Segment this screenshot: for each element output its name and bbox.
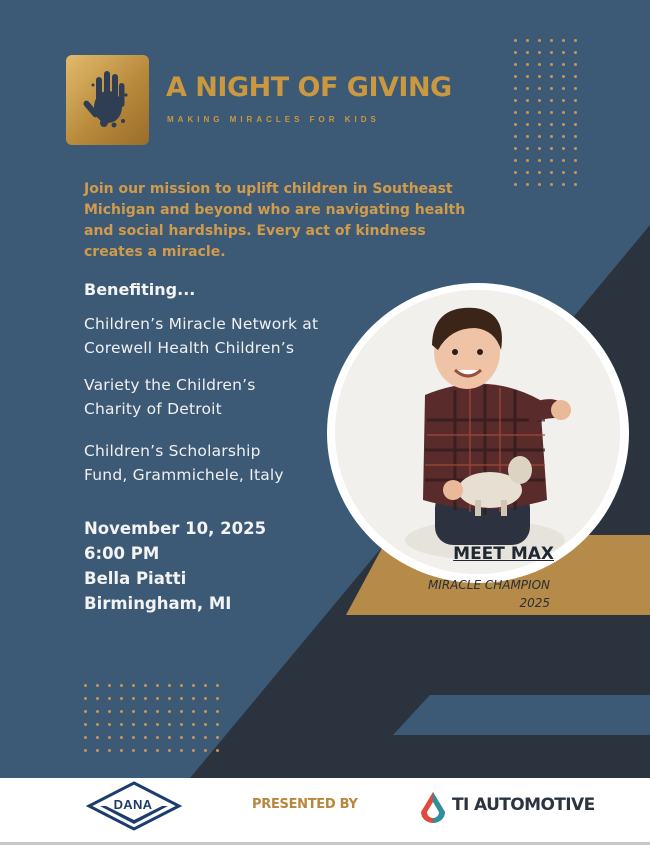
event-title: A NIGHT OF GIVING xyxy=(166,72,452,103)
mission-statement: Join our mission to uplift children in Southeast Michigan and beyond who are navigating health and social hardships. Every act of kindness creates a miracle. xyxy=(84,181,466,260)
dot xyxy=(132,697,135,700)
event-logo xyxy=(66,55,149,145)
dot xyxy=(574,87,577,90)
dot xyxy=(168,736,171,739)
dot xyxy=(574,51,577,54)
dot xyxy=(96,749,99,752)
dot xyxy=(120,710,123,713)
dot xyxy=(526,183,529,186)
dot xyxy=(550,183,553,186)
dot xyxy=(168,697,171,700)
dot xyxy=(204,736,207,739)
champion-role: MIRACLE CHAMPION xyxy=(427,578,550,592)
dot xyxy=(550,63,553,66)
beneficiary-line: Variety the Children’s xyxy=(84,376,256,394)
dot-pattern-bottom xyxy=(84,684,219,752)
dot xyxy=(192,684,195,687)
dot xyxy=(120,697,123,700)
dot xyxy=(514,99,517,102)
dot xyxy=(180,710,183,713)
dot xyxy=(108,723,111,726)
event-time: 6:00 PM xyxy=(84,544,160,563)
dot xyxy=(574,159,577,162)
dot xyxy=(168,710,171,713)
dot xyxy=(132,749,135,752)
dot xyxy=(538,171,541,174)
benefiting-heading: Benefiting... xyxy=(84,280,196,299)
dot xyxy=(574,63,577,66)
dot xyxy=(514,111,517,114)
dot xyxy=(96,710,99,713)
dot xyxy=(84,736,87,739)
dot xyxy=(526,159,529,162)
dot xyxy=(132,736,135,739)
dot xyxy=(514,51,517,54)
dot xyxy=(562,159,565,162)
dot-pattern-top xyxy=(514,39,577,186)
blue-stripe xyxy=(393,695,650,735)
dot xyxy=(168,723,171,726)
event-date: November 10, 2025 xyxy=(84,519,267,538)
dot xyxy=(84,697,87,700)
ti-automotive-wordmark: TI AUTOMOTIVE xyxy=(452,795,595,815)
dot xyxy=(156,684,159,687)
dot xyxy=(550,39,553,42)
dot xyxy=(562,39,565,42)
dot xyxy=(144,736,147,739)
dot xyxy=(538,159,541,162)
dot xyxy=(514,39,517,42)
handprint-icon xyxy=(66,55,149,145)
child-illustration xyxy=(335,290,620,574)
dot xyxy=(550,135,553,138)
dot xyxy=(204,684,207,687)
dot xyxy=(526,87,529,90)
dot xyxy=(180,749,183,752)
dot xyxy=(574,123,577,126)
dot xyxy=(526,39,529,42)
dot xyxy=(96,684,99,687)
dot xyxy=(180,684,183,687)
dot xyxy=(538,123,541,126)
dot xyxy=(574,39,577,42)
dot xyxy=(550,159,553,162)
dot xyxy=(562,123,565,126)
dot xyxy=(550,75,553,78)
beneficiary-item xyxy=(84,439,364,487)
dot xyxy=(84,723,87,726)
dot xyxy=(144,710,147,713)
dot xyxy=(84,749,87,752)
dot xyxy=(96,723,99,726)
dot xyxy=(526,135,529,138)
dot xyxy=(514,159,517,162)
ti-drop-icon xyxy=(416,790,450,824)
event-city: Birmingham, MI xyxy=(84,594,232,613)
dot xyxy=(550,111,553,114)
dot xyxy=(538,147,541,150)
dot xyxy=(168,684,171,687)
dot xyxy=(192,749,195,752)
dot xyxy=(538,63,541,66)
dot xyxy=(180,723,183,726)
dot xyxy=(120,749,123,752)
dot xyxy=(538,111,541,114)
dot xyxy=(156,697,159,700)
dot xyxy=(120,684,123,687)
dot xyxy=(156,710,159,713)
dot xyxy=(108,697,111,700)
dot xyxy=(514,75,517,78)
beneficiary-line: Children’s Miracle Network at xyxy=(84,315,319,333)
dot xyxy=(204,710,207,713)
dot xyxy=(204,723,207,726)
beneficiary-item xyxy=(84,373,364,421)
dot xyxy=(144,749,147,752)
dot xyxy=(216,697,219,700)
dot xyxy=(192,697,195,700)
dot xyxy=(550,171,553,174)
dot xyxy=(156,749,159,752)
dot xyxy=(526,51,529,54)
dot xyxy=(526,111,529,114)
dot xyxy=(96,736,99,739)
champion-photo xyxy=(335,290,620,574)
dot xyxy=(216,749,219,752)
dot xyxy=(514,135,517,138)
event-tagline: MAKING MIRACLES FOR KIDS xyxy=(167,115,380,124)
dot xyxy=(132,710,135,713)
dot xyxy=(562,183,565,186)
dot xyxy=(216,684,219,687)
dot xyxy=(156,736,159,739)
event-venue: Bella Piatti xyxy=(84,569,187,588)
dot xyxy=(526,75,529,78)
dot xyxy=(84,684,87,687)
beneficiary-line: Children’s Scholarship xyxy=(84,442,261,460)
dot xyxy=(562,63,565,66)
dot xyxy=(84,710,87,713)
champion-year: 2025 xyxy=(519,596,550,610)
beneficiary-line: Charity of Detroit xyxy=(84,400,222,418)
dot xyxy=(562,75,565,78)
dot xyxy=(180,697,183,700)
dot xyxy=(562,87,565,90)
champion-caption xyxy=(380,576,550,612)
dot xyxy=(538,87,541,90)
dot xyxy=(108,710,111,713)
dot xyxy=(562,147,565,150)
dot xyxy=(550,87,553,90)
dot xyxy=(562,135,565,138)
dot xyxy=(538,99,541,102)
dot xyxy=(144,684,147,687)
champion-name: MEET MAX xyxy=(453,544,554,564)
dot xyxy=(108,684,111,687)
dot xyxy=(538,75,541,78)
dot xyxy=(538,51,541,54)
dot xyxy=(514,183,517,186)
dot xyxy=(526,123,529,126)
dot xyxy=(216,723,219,726)
dot xyxy=(550,123,553,126)
dot xyxy=(526,171,529,174)
dot xyxy=(108,736,111,739)
dot xyxy=(574,171,577,174)
dot xyxy=(562,51,565,54)
dot xyxy=(156,723,159,726)
dot xyxy=(514,87,517,90)
dot xyxy=(132,723,135,726)
dot xyxy=(562,99,565,102)
dot xyxy=(216,710,219,713)
dot xyxy=(562,111,565,114)
dana-wordmark: DANA xyxy=(113,797,153,812)
dot xyxy=(574,111,577,114)
dot xyxy=(108,749,111,752)
dot xyxy=(574,183,577,186)
dot xyxy=(192,723,195,726)
dot xyxy=(514,63,517,66)
dot xyxy=(538,183,541,186)
beneficiary-line: Corewell Health Children’s xyxy=(84,339,295,357)
dot xyxy=(204,749,207,752)
dot xyxy=(550,51,553,54)
dot xyxy=(216,736,219,739)
dot xyxy=(180,736,183,739)
dot xyxy=(96,697,99,700)
dot xyxy=(538,39,541,42)
dot xyxy=(526,99,529,102)
dot xyxy=(168,749,171,752)
dot xyxy=(144,723,147,726)
dot xyxy=(132,684,135,687)
dot xyxy=(538,135,541,138)
dot xyxy=(562,171,565,174)
dot xyxy=(550,99,553,102)
dot xyxy=(514,123,517,126)
presented-by-label: PRESENTED BY xyxy=(252,797,358,812)
dot xyxy=(120,736,123,739)
dot xyxy=(574,75,577,78)
dot xyxy=(526,63,529,66)
dot xyxy=(574,99,577,102)
dot xyxy=(574,147,577,150)
beneficiary-item xyxy=(84,312,364,360)
dot xyxy=(120,723,123,726)
dot xyxy=(526,147,529,150)
dot xyxy=(144,697,147,700)
dot xyxy=(514,171,517,174)
dot xyxy=(550,147,553,150)
dot xyxy=(192,736,195,739)
dot xyxy=(574,135,577,138)
event-details xyxy=(84,516,266,616)
dot xyxy=(192,710,195,713)
dot xyxy=(204,697,207,700)
beneficiary-line: Fund, Grammichele, Italy xyxy=(84,466,284,484)
dot xyxy=(514,147,517,150)
